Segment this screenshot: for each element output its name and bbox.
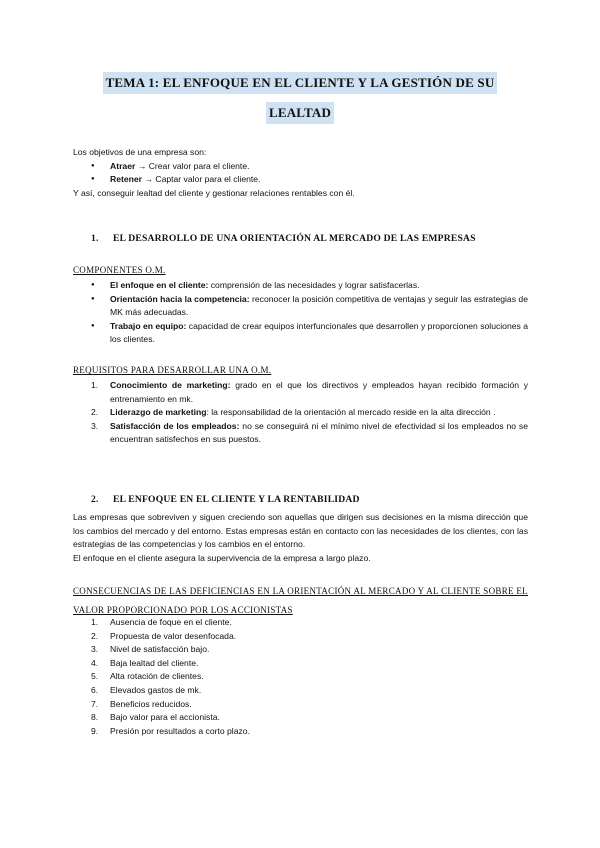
section-2-paragraph-2: El enfoque en el cliente asegura la supervivencia de la empresa a largo plazo. — [73, 552, 371, 563]
list-item: 8. Bajo valor para el accionista. — [91, 712, 220, 723]
consequences-heading: CONSECUENCIAS DE LAS DEFICIENCIAS EN LA ORIENTACIÓN AL MERCADO Y AL CLIENTE SOBRE EL VALOR PROPORCIONADO POR LOS ACCIONISTAS — [73, 586, 528, 615]
components-list — [73, 279, 528, 347]
requirements-list — [73, 379, 528, 447]
intro-closing: Y así, conseguir lealtad del cliente y gestionar relaciones rentables con él. — [73, 187, 355, 198]
list-item: 1. Conocimiento de marketing: grado en el que los directivos y empleados hayan recibido formación y entrenamiento en mk. — [91, 380, 528, 404]
intro-lead: Los objetivos de una empresa son: — [73, 147, 207, 157]
components-block — [73, 279, 528, 347]
list-item: ● Atraer → Crear valor para el cliente. — [73, 160, 528, 174]
title-line-1: TEMA 1: EL ENFOQUE EN EL CLIENTE Y LA GESTIÓN DE SU — [103, 72, 498, 94]
list-item: ● Orientación hacia la competencia: reconocer la posición competitiva de ventajas y seguir las estrategias de MK más adecuadas. — [73, 293, 528, 320]
list-item: 2. Liderazgo de marketing: la responsabilidad de la orientación al mercado reside en la alta dirección . — [91, 407, 496, 418]
list-item: ● El enfoque en el cliente: comprensión de las necesidades y lograr satisfacerlas. — [73, 279, 528, 293]
list-item: 4. Baja lealtad del cliente. — [91, 657, 199, 668]
objectives-list — [73, 160, 528, 187]
list-item: 3. Nivel de satisfacción bajo. — [91, 644, 210, 655]
components-heading: COMPONENTES O.M. — [73, 265, 166, 275]
section-1-heading: 1. EL DESARROLLO DE UNA ORIENTACIÓN AL MERCADO DE LAS EMPRESAS — [91, 233, 476, 244]
list-item: 5. Alta rotación de clientes. — [91, 671, 204, 682]
list-item: 3. Satisfacción de los empleados: no se conseguirá ni el mínimo nivel de efectividad si los empleados no se encuentran satisfechos en sus puestos. — [91, 420, 528, 445]
consequences-block — [73, 616, 528, 738]
document-title — [0, 72, 600, 124]
list-item: 9. Presión por resultados a corto plazo. — [91, 725, 250, 736]
consequences-list — [73, 616, 528, 738]
requirements-heading: REQUISITOS PARA DESARROLLAR UNA O.M. — [73, 365, 272, 375]
title-line-2: LEALTAD — [266, 102, 334, 124]
section-2-body — [73, 511, 528, 565]
section-2-heading: 2. EL ENFOQUE EN EL CLIENTE Y LA RENTABILIDAD — [91, 494, 360, 505]
list-item: 6. Elevados gastos de mk. — [91, 684, 202, 695]
list-item: 7. Beneficios reducidos. — [91, 698, 192, 709]
list-item: 1. Ausencia de foque en el cliente. — [91, 617, 232, 627]
requirements-block — [73, 379, 528, 447]
list-item: ● Retener → Captar valor para el cliente. — [73, 173, 528, 187]
intro-block — [73, 146, 528, 200]
list-item: 2. Propuesta de valor desenfocada. — [91, 630, 237, 641]
section-2-paragraph-1: Las empresas que sobreviven y siguen creciendo son aquellas que dirigen sus decisiones en la misma dirección que los cambios del mercado y del entorno. Estas empresas están en contacto con las necesidades de los clientes, con las estrategias de las competencias y los cambios en el entorno. — [73, 512, 528, 550]
list-item: ● Trabajo en equipo: capacidad de crear equipos interfuncionales que desarrollen y proporcionen soluciones a los clientes. — [73, 320, 528, 347]
